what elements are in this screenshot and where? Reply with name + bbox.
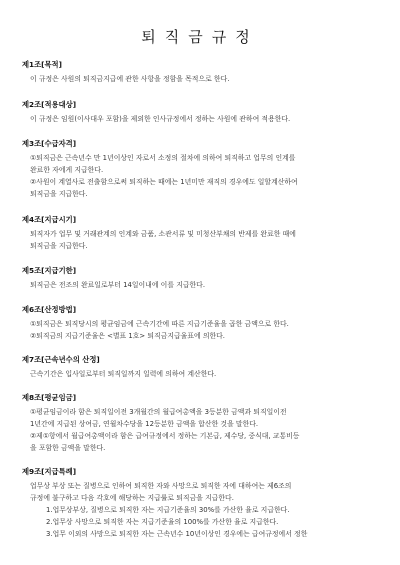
- article-text: 완료한 자에게 지급한다.: [30, 166, 104, 174]
- article-4: [22, 215, 384, 252]
- article-text: 퇴직금은 전조의 완료일로부터 14일이내에 이를 지급한다.: [30, 281, 206, 289]
- article-heading: 제5조[지급기한]: [22, 266, 77, 275]
- article-heading: 제8조[평균임금]: [22, 393, 77, 402]
- article-text: 규정에 불구하고 다음 각호에 해당하는 지급률로 퇴직금을 지급한다.: [30, 494, 234, 502]
- article-9: [22, 467, 384, 540]
- article-item: 2.업무상 사망으로 퇴직한 자는 지급기준율의 100%를 가산한 율로 지급한다.: [46, 518, 279, 526]
- article-text: ②제①항에서 월급여총액이라 함은 급여규정에서 정하는 기본급, 제수당, 중식대, 교통비등: [30, 432, 300, 440]
- article-text: ②퇴직금의 지급기준율은 <별표 1호> 퇴직금지급율표에 의한다.: [30, 332, 226, 340]
- article-heading: 제7조[근속년수의 산정]: [22, 355, 100, 364]
- article-3: [22, 139, 384, 200]
- article-text: 이 규정은 사원의 퇴직금지급에 관한 사항을 정함을 목적으로 한다.: [30, 75, 230, 83]
- article-text: 이 규정은 임원(이사대우 포함)을 제외한 인사규정에서 정하는 사원에 관하여 적용한다.: [30, 115, 291, 123]
- article-text: ①평균임금이라 함은 퇴직일이전 3개월간의 월급여총액을 3등분한 금액과 퇴직일이전: [30, 408, 287, 416]
- article-text: 퇴직금을 지급한다.: [30, 242, 88, 250]
- article-item: 1.업무상부상, 질병으로 퇴직한 자는 지급기준율의 30%를 가산한 율로 지급한다.: [46, 506, 290, 514]
- article-text: 근속기간은 입사일로부터 퇴직일까지 일력에 의하여 계산한다.: [30, 370, 217, 378]
- article-text: 을 포함한 금액을 말한다.: [30, 444, 106, 452]
- article-heading: 제4조[지급시기]: [22, 215, 77, 224]
- article-text: 업무상 부상 또는 질병으로 인하여 퇴직한 자와 사망으로 퇴직한 자에 대하여는 제6조의: [30, 482, 292, 490]
- article-1: [22, 60, 384, 85]
- article-heading: 제3조[수급자격]: [22, 139, 77, 148]
- article-5: [22, 266, 384, 291]
- article-2: [22, 100, 384, 125]
- article-text: ②사원이 계열사로 전출함으로써 퇴직하는 때에는 1년미만 재직의 경우에도 일할계산하여: [30, 178, 298, 186]
- article-text: ①퇴직금은 퇴직당시의 평균임금에 근속기간에 따른 지급기준율을 곱한 금액으로 한다.: [30, 320, 289, 328]
- document-title: 퇴직금규정: [141, 28, 259, 46]
- article-heading: 제2조[적용대상]: [22, 100, 77, 109]
- article-heading: 제9조[지급특례]: [22, 467, 77, 476]
- article-heading: 제6조[산정방법]: [22, 305, 77, 314]
- article-item: 3.업무 이외의 사망으로 퇴직한 자는 근속년수 10년이상인 경우에는 급여규정에서 정한: [46, 530, 308, 538]
- article-7: [22, 355, 384, 380]
- article-text: 퇴직금을 지급한다.: [30, 190, 88, 198]
- article-8: [22, 393, 384, 454]
- article-text: ①퇴직금은 근속년수 만 1년이상인 자로서 소정의 절차에 의하여 퇴직하고 업무의 인계를: [30, 154, 296, 162]
- article-heading: 제1조[목적]: [22, 60, 62, 69]
- article-text: 퇴직자가 업무 및 거래관계의 인계와 금품, 소관서류 및 미청산부채의 반제를 완료한 때에: [30, 230, 296, 238]
- article-6: [22, 305, 384, 342]
- article-text: 1년간에 지급된 상여금, 연월차수당을 12등분한 금액을 합산한 것을 말한다.: [30, 420, 259, 428]
